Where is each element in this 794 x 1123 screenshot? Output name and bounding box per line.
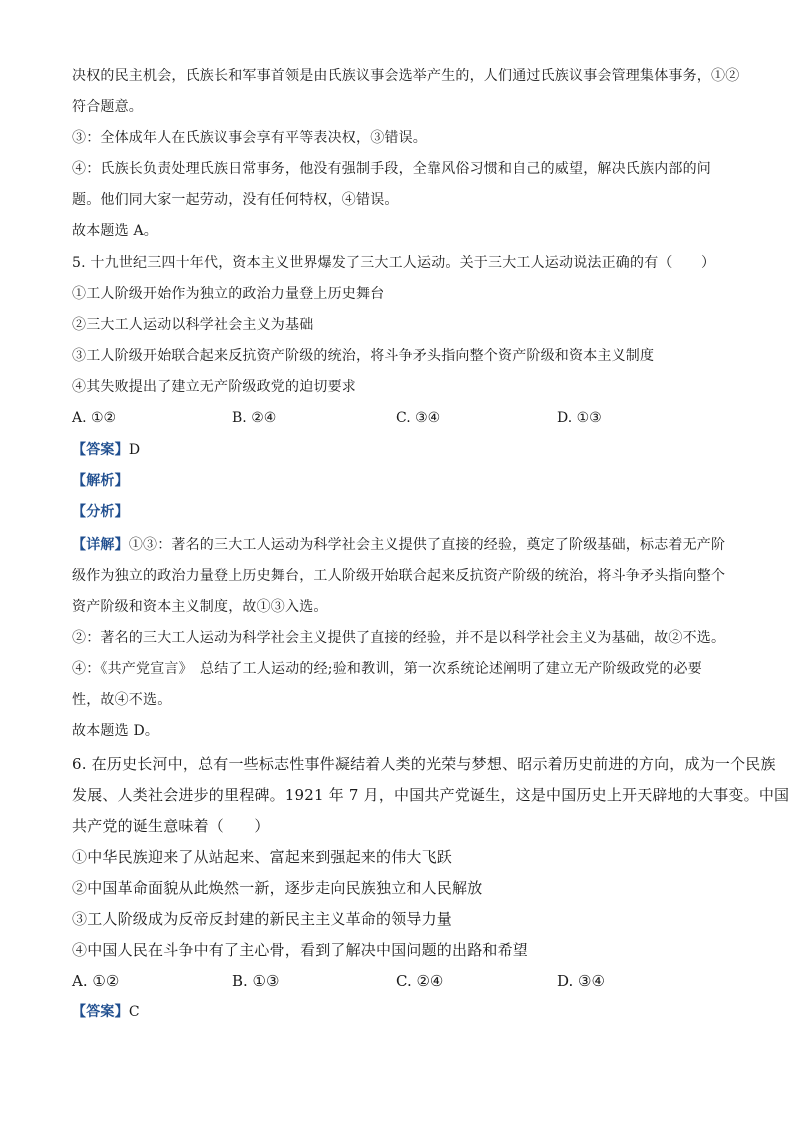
detail-label: 【详解】: [72, 537, 129, 553]
analysis-label: 【解析】: [72, 473, 129, 489]
question-6-option-a: A. ①②: [72, 972, 120, 990]
question-5-item-1: ①工人阶级开始作为独立的政治力量登上历史舞台: [72, 286, 385, 302]
detail-line-6: 性，故④不选。: [72, 692, 172, 708]
detail-line-5: ④：《共产党宣言》 总结了工人运动的经;验和教训，第一次系统论述阐明了建立无产阶级政党的必要: [72, 661, 702, 677]
detail-line-3: 资产阶级和资本主义制度，故①③入选。: [72, 599, 328, 615]
text-line: 故本题选 A。: [72, 223, 158, 239]
fenxi-label: 【分析】: [72, 504, 129, 520]
question-6-stem-3: 共产党的诞生意味着（ ）: [72, 817, 270, 835]
text-line: ④：氏族长负责处理氏族日常事务，他没有强制手段，全靠风俗习惯和自己的威望，解决氏族内部的问: [72, 161, 711, 177]
detail-line-1: [72, 535, 725, 555]
detail-text: ①③：著名的三大工人运动为科学社会主义提供了直接的经验，奠定了阶级基础，标志着无产阶: [128, 537, 726, 553]
answer-value: C: [128, 1004, 140, 1020]
question-6-item-3: ③工人阶级成为反帝反封建的新民主主义革命的领导力量: [72, 910, 453, 928]
question-6-item-2: ②中国革命面貌从此焕然一新，逐步走向民族独立和人民解放: [72, 879, 483, 897]
text-line: 符合题意。: [72, 99, 143, 115]
detail-line-7: 故本题选 D。: [72, 723, 160, 739]
question-6-option-b: B. ①③: [232, 972, 280, 990]
text-line: 题。他们同大家一起劳动，没有任何特权，④错误。: [72, 192, 399, 208]
question-5-option-b: B. ②④: [232, 410, 277, 426]
answer-label: 【答案】: [72, 442, 129, 458]
question-5-item-4: ④其失败提出了建立无产阶级政党的迫切要求: [72, 379, 356, 395]
question-5-option-d: D. ①③: [557, 410, 602, 426]
question-5-stem: 5. 十九世纪三四十年代，资本主义世界爆发了三大工人运动。关于三大工人运动说法正确的有（ ）: [72, 255, 716, 271]
answer-6: [72, 1002, 140, 1022]
text-line: ③：全体成年人在氏族议事会享有平等表决权，③错误。: [72, 130, 427, 146]
question-6-option-d: D. ③④: [557, 972, 605, 990]
question-6-option-c: C. ②④: [396, 972, 444, 990]
answer-5: [72, 440, 140, 460]
question-6-stem-1: 6. 在历史长河中，总有一些标志性事件凝结着人类的光荣与梦想、昭示着历史前进的方向，成为一个民族: [72, 755, 776, 773]
question-5-option-c: C. ③④: [396, 410, 441, 426]
answer-value: D: [128, 442, 141, 458]
question-6-stem-2: 发展、人类社会进步的里程碑。1921 年 7 月，中国共产党诞生，这是中国历史上开天辟地的大事变。中国: [72, 786, 790, 804]
detail-line-4: ②：著名的三大工人运动为科学社会主义提供了直接的经验，并不是以科学社会主义为基础，故②不选。: [72, 630, 726, 646]
text-line: 决权的民主机会，氏族长和军事首领是由氏族议事会选举产生的，人们通过氏族议事会管理集体事务，①②: [72, 68, 740, 84]
question-6-item-4: ④中国人民在斗争中有了主心骨，看到了解决中国问题的出路和希望: [72, 941, 529, 959]
detail-line-2: 级作为独立的政治力量登上历史舞台，工人阶级开始联合起来反抗资产阶级的统治，将斗争矛头指向整个: [72, 568, 726, 584]
question-5-item-2: ②三大工人运动以科学社会主义为基础: [72, 317, 314, 333]
question-6-item-1: ①中华民族迎来了从站起来、富起来到强起来的伟大飞跃: [72, 848, 453, 866]
question-5-item-3: ③工人阶级开始联合起来反抗资产阶级的统治，将斗争矛头指向整个资产阶级和资本主义制度: [72, 348, 655, 364]
question-5-option-a: A. ①②: [72, 410, 117, 426]
answer-label: 【答案】: [72, 1004, 129, 1020]
